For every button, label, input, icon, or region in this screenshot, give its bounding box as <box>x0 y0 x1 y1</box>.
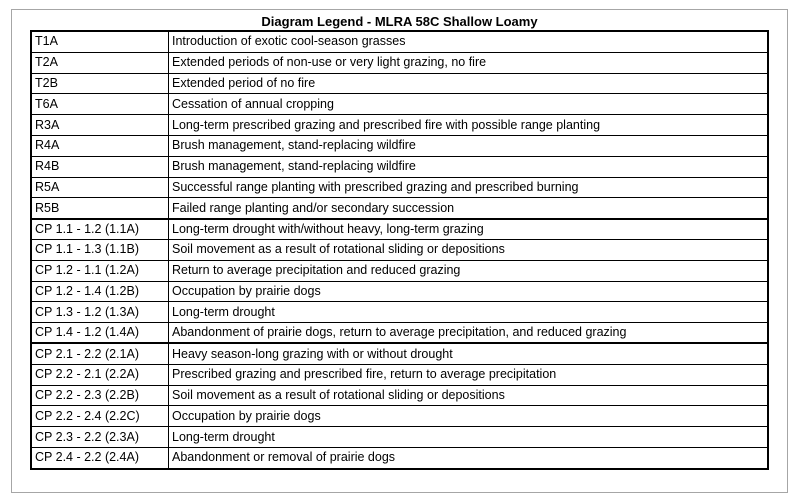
transition-code: CP 1.4 - 1.2 (1.4A) <box>32 323 169 344</box>
table-row <box>32 260 768 281</box>
transition-code: CP 1.2 - 1.4 (1.2B) <box>32 281 169 302</box>
transition-description: Soil movement as a result of rotational sliding or depositions <box>169 239 768 260</box>
table-row <box>32 219 768 240</box>
legend-group <box>32 343 768 468</box>
transition-code: T1A <box>32 32 169 53</box>
transition-code: CP 2.2 - 2.1 (2.2A) <box>32 364 169 385</box>
transition-code: R4B <box>32 156 169 177</box>
transition-description: Failed range planting and/or secondary succession <box>169 198 768 219</box>
transition-description: Occupation by prairie dogs <box>169 281 768 302</box>
table-row <box>32 73 768 94</box>
transition-description: Abandonment or removal of prairie dogs <box>169 447 768 468</box>
transition-description: Long-term drought <box>169 427 768 448</box>
transition-description: Long-term drought with/without heavy, long-term grazing <box>169 219 768 240</box>
transition-description: Return to average precipitation and reduced grazing <box>169 260 768 281</box>
table-row <box>32 447 768 468</box>
transition-description: Extended periods of non-use or very light grazing, no fire <box>169 52 768 73</box>
transition-code: CP 2.2 - 2.3 (2.2B) <box>32 385 169 406</box>
legend-table <box>31 31 768 469</box>
transition-description: Long-term prescribed grazing and prescribed fire with possible range planting <box>169 115 768 136</box>
transition-code: T2B <box>32 73 169 94</box>
table-row <box>32 198 768 219</box>
transition-description: Successful range planting with prescribed grazing and prescribed burning <box>169 177 768 198</box>
table-row <box>32 94 768 115</box>
transition-code: R3A <box>32 115 169 136</box>
table-row <box>32 323 768 344</box>
transition-code: CP 1.2 - 1.1 (1.2A) <box>32 260 169 281</box>
legend-group <box>32 32 768 219</box>
transition-description: Abandonment of prairie dogs, return to average precipitation, and reduced grazing <box>169 323 768 344</box>
transition-code: R5A <box>32 177 169 198</box>
transition-code: T2A <box>32 52 169 73</box>
transition-code: R5B <box>32 198 169 219</box>
transition-description: Introduction of exotic cool-season grasses <box>169 32 768 53</box>
table-row <box>32 427 768 448</box>
transition-description: Prescribed grazing and prescribed fire, return to average precipitation <box>169 364 768 385</box>
transition-code: CP 2.3 - 2.2 (2.3A) <box>32 427 169 448</box>
table-row <box>32 364 768 385</box>
legend-title: Diagram Legend - MLRA 58C Shallow Loamy <box>261 14 538 29</box>
table-row <box>32 281 768 302</box>
transition-description: Heavy season-long grazing with or without drought <box>169 343 768 364</box>
transition-description: Cessation of annual cropping <box>169 94 768 115</box>
transition-code: CP 1.1 - 1.3 (1.1B) <box>32 239 169 260</box>
table-row <box>32 32 768 53</box>
transition-code: CP 2.1 - 2.2 (2.1A) <box>32 343 169 364</box>
table-row <box>32 239 768 260</box>
transition-code: T6A <box>32 94 169 115</box>
table-row <box>32 156 768 177</box>
transition-description: Long-term drought <box>169 302 768 323</box>
table-row <box>32 177 768 198</box>
table-row <box>32 135 768 156</box>
transition-code: CP 2.4 - 2.2 (2.4A) <box>32 447 169 468</box>
table-row <box>32 115 768 136</box>
table-row <box>32 385 768 406</box>
transition-description: Soil movement as a result of rotational sliding or depositions <box>169 385 768 406</box>
transition-description: Brush management, stand-replacing wildfire <box>169 156 768 177</box>
legend-group <box>32 219 768 344</box>
table-row <box>32 302 768 323</box>
table-row <box>32 343 768 364</box>
transition-description: Extended period of no fire <box>169 73 768 94</box>
transition-code: CP 1.3 - 1.2 (1.3A) <box>32 302 169 323</box>
table-row <box>32 406 768 427</box>
transition-description: Brush management, stand-replacing wildfire <box>169 135 768 156</box>
transition-description: Occupation by prairie dogs <box>169 406 768 427</box>
transition-code: CP 1.1 - 1.2 (1.1A) <box>32 219 169 240</box>
transition-code: R4A <box>32 135 169 156</box>
table-row <box>32 52 768 73</box>
transition-code: CP 2.2 - 2.4 (2.2C) <box>32 406 169 427</box>
